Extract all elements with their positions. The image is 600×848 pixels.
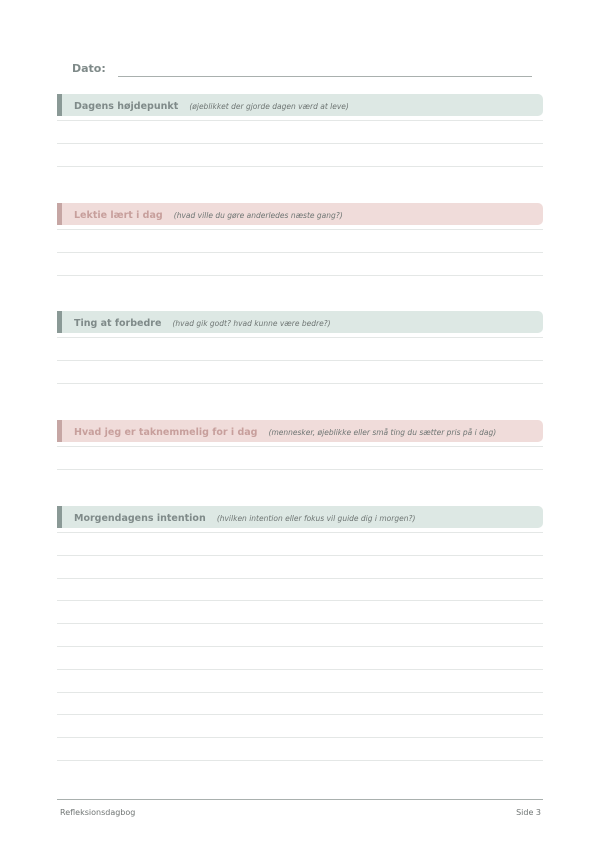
writing-line [57, 361, 543, 384]
writing-line [57, 670, 543, 693]
section-gratitude [57, 420, 543, 470]
writing-line [57, 579, 543, 602]
section-highlight [57, 94, 543, 167]
section-accent-bar [57, 420, 62, 442]
section-intention [57, 506, 543, 761]
section-hint: (hvad ville du gøre anderledes næste gang?) [173, 211, 343, 220]
writing-line [57, 533, 543, 556]
writing-line [57, 338, 543, 361]
writing-line [57, 556, 543, 579]
writing-line [57, 624, 543, 647]
section-accent-bar [57, 506, 62, 528]
writing-area[interactable] [57, 528, 543, 761]
writing-line [57, 447, 543, 470]
section-hint: (hvilken intention eller fokus vil guide dig i morgen?) [216, 514, 416, 523]
date-row [72, 62, 532, 80]
writing-area[interactable] [57, 333, 543, 384]
section-hint: (mennesker, øjeblikke eller små ting du sætter pris på i dag) [268, 428, 497, 437]
section-accent-bar [57, 311, 62, 333]
footer-divider [57, 799, 543, 800]
section-title: Hvad jeg er taknemmelig for i dag [74, 427, 258, 438]
section-header [57, 94, 543, 116]
section-header [57, 420, 543, 442]
section-header [57, 506, 543, 528]
writing-line [57, 693, 543, 716]
section-accent-bar [57, 94, 62, 116]
section-title: Ting at forbedre [74, 318, 162, 329]
section-header [57, 311, 543, 333]
writing-line [57, 647, 543, 670]
section-title: Lektie lært i dag [74, 210, 163, 221]
writing-line [57, 253, 543, 276]
section-hint: (hvad gik godt? hvad kunne være bedre?) [172, 319, 331, 328]
writing-line [57, 144, 543, 167]
date-label: Dato: [72, 62, 106, 75]
footer-page-number: Side 3 [516, 808, 541, 817]
section-improve [57, 311, 543, 384]
section-title: Dagens højdepunkt [74, 101, 179, 112]
writing-area[interactable] [57, 442, 543, 470]
section-hint: (øjeblikket der gjorde dagen værd at leve) [189, 102, 349, 111]
writing-line [57, 715, 543, 738]
writing-line [57, 230, 543, 253]
writing-area[interactable] [57, 225, 543, 276]
section-header [57, 203, 543, 225]
writing-line [57, 121, 543, 144]
section-accent-bar [57, 203, 62, 225]
writing-line [57, 738, 543, 761]
section-title: Morgendagens intention [74, 513, 206, 524]
date-input-line[interactable] [118, 76, 532, 77]
writing-line [57, 601, 543, 624]
writing-area[interactable] [57, 116, 543, 167]
footer-journal-title: Refleksionsdagbog [60, 808, 136, 817]
section-lesson [57, 203, 543, 276]
